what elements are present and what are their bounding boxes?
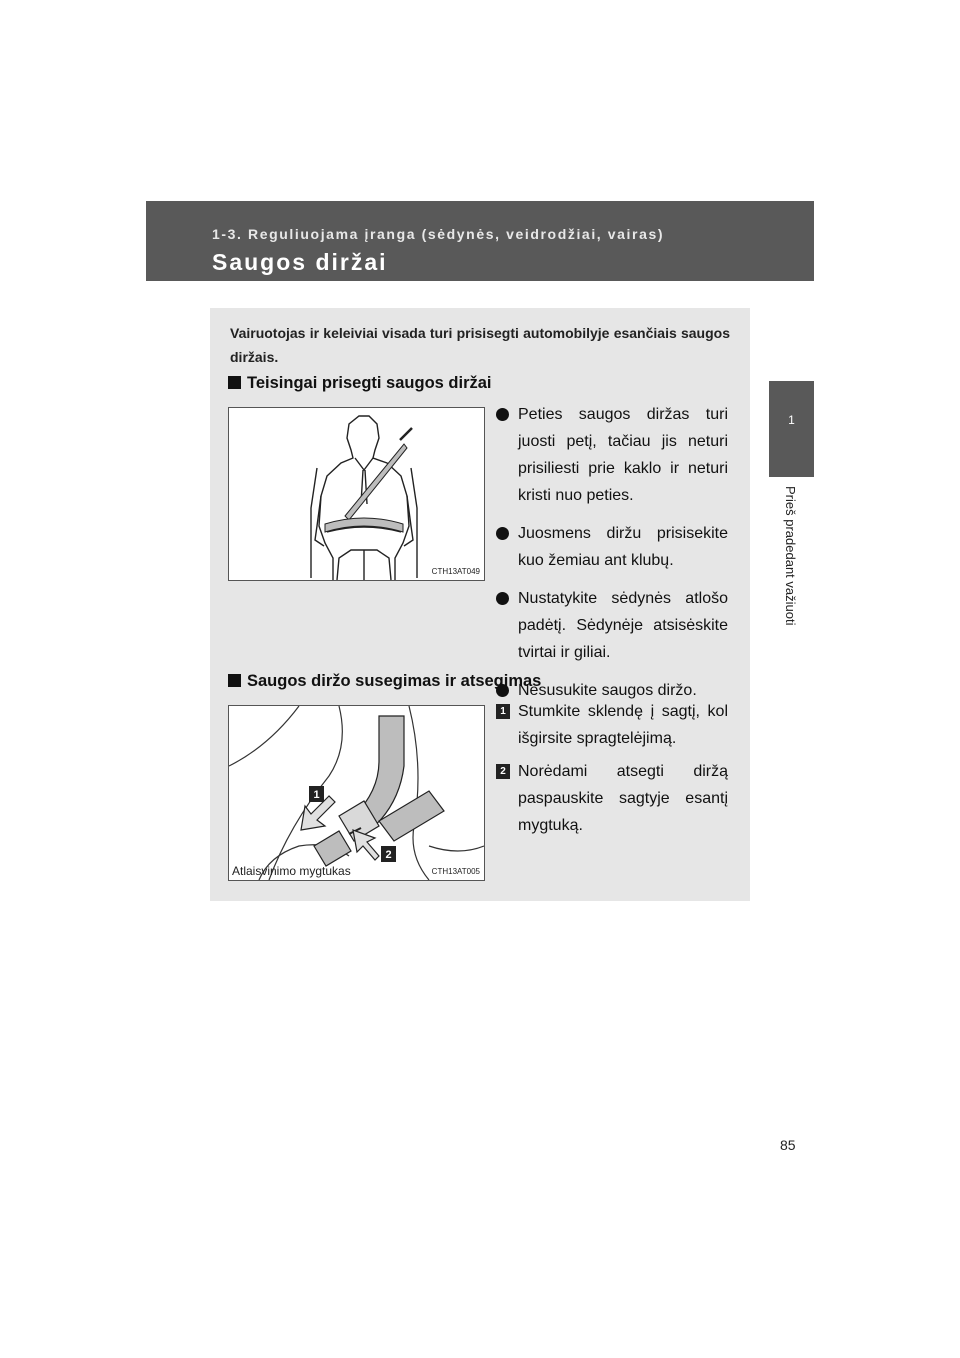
subheading-wearing-belts xyxy=(228,374,492,393)
list-item xyxy=(496,401,728,509)
list-item xyxy=(496,698,728,752)
bullet-text: Nustatykite sėdynės atlošo padėtį. Sėdynėje atsisėskite tvirtai ir giliai. xyxy=(518,590,728,661)
subheading-text: Teisingai prisegti saugos diržai xyxy=(247,374,492,392)
figure-code: CTH13AT005 xyxy=(431,867,480,876)
figure-code: CTH13AT049 xyxy=(431,567,480,576)
buckle-illustration xyxy=(229,706,484,880)
list-item xyxy=(496,520,728,574)
section-title: 1-3. Reguliuojama įranga (sėdynės, veidrodžiai, vairas) xyxy=(212,226,665,242)
callout-2: 2 xyxy=(385,849,392,861)
square-bullet-icon xyxy=(228,376,241,389)
chapter-number: 1 xyxy=(788,413,795,427)
square-bullet-icon xyxy=(228,674,241,687)
step-text: Stumkite sklendę į sagtį, kol išgirsite spragtelėjimą. xyxy=(518,703,728,747)
release-button-label: Atlaisvinimo mygtukas xyxy=(232,864,351,878)
bullet-text: Juosmens diržu prisisekite kuo žemiau ant klubų. xyxy=(518,525,728,569)
subheading-text: Saugos diržo susegimas ir atsegimas xyxy=(247,672,542,690)
step-number: 1 xyxy=(496,704,510,719)
figure-buckle xyxy=(228,705,485,881)
list-item xyxy=(496,758,728,839)
content-panel xyxy=(210,308,750,901)
seated-person-illustration xyxy=(229,408,484,580)
bullet-list xyxy=(496,401,728,715)
callout-1: 1 xyxy=(313,789,320,801)
chapter-tab-title: Prieš pradedant važiuoti xyxy=(783,486,798,626)
intro-text: Vairuotojas ir keleiviai visada turi prisisegti automobilyje esančiais saugos diržais. xyxy=(230,325,730,365)
step-number: 2 xyxy=(496,764,510,779)
page-title: Saugos diržai xyxy=(212,249,388,275)
bullet-dot-icon xyxy=(496,408,509,421)
subheading-fastening xyxy=(228,672,541,691)
steps-list xyxy=(496,698,728,845)
bullet-dot-icon xyxy=(496,592,509,605)
step-text: Norėdami atsegti diržą paspauskite sagtyje esantį mygtuką. xyxy=(518,763,728,834)
bullet-text: Peties saugos diržas turi juosti petį, tačiau jis neturi prisiliesti prie kaklo ir neturi kristi nuo peties. xyxy=(518,406,728,504)
bullet-text: Nesusukite saugos diržo. xyxy=(518,682,697,699)
list-item xyxy=(496,585,728,666)
page-number: 85 xyxy=(780,1137,796,1153)
chapter-header xyxy=(146,201,814,281)
chapter-tab xyxy=(769,381,814,477)
figure-seated-person xyxy=(228,407,485,581)
bullet-dot-icon xyxy=(496,527,509,540)
